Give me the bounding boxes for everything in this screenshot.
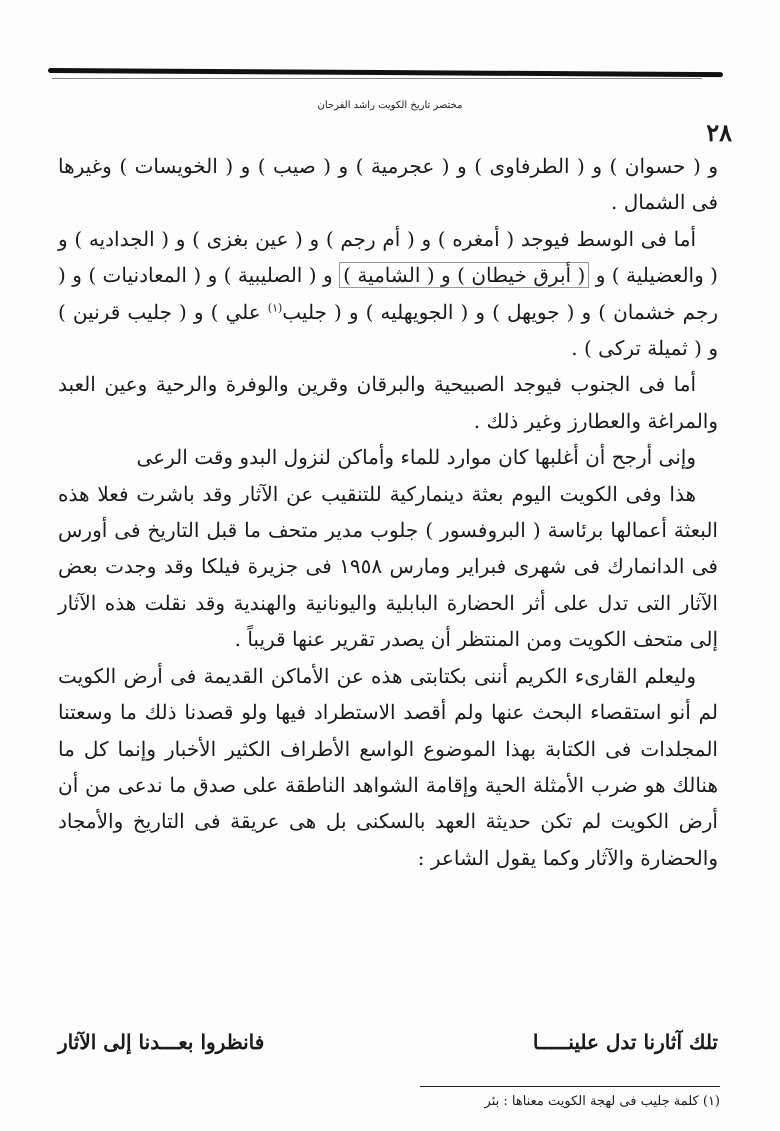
footnote-marker: (١) (267, 300, 283, 314)
body-text (58, 148, 718, 876)
page-number: ٢٨ (706, 118, 732, 147)
paragraph-middle (58, 221, 718, 367)
verse-second-hemistich: فانظروا بعـــدنا إلى الآثار (58, 1030, 265, 1054)
running-head: مختصر تاريخ الكويت راشد الفرحان (317, 100, 463, 111)
paragraph-danish-mission: هذا وفى الكويت اليوم بعثة دينماركية للتنقيب عن الآثار وقد باشرت فعلا هذه البعثة أعمالها برئاسة ( البروفسور ) جلوب مدير متحف ما قبل التاريخ فى أورس فى الدانمارك فى شهرى فبراير ومارس ١٩٥٨ فى جزيرة فيلكا وقد وجدت بعض الآثار التى تدل على أثر الحضارة البابلية واليونانية والهندية وقد نقلت هذه الآثار إلى متحف الكويت ومن المنتظر أن يصدر تقرير عنها قريباً . (58, 481, 718, 652)
paragraph-reader-note: وليعلم القارىء الكريم أننى بكتابتى هذه عن الأماكن القديمة فى أرض الكويت لم أنو استقصاء البحث عنها ولم أقصد الاستطراد فيها ولو قصدنا ذلك ما وسعتنا المجلدات فى الكتابة بهذا الموضوع الواسع الأطراف الكثير الأخبار وإنما كل ما هنالك هو ضرب الأمثلة الحية وإقامة الشواهد الناطقة على صدق ما ندعى من أن أرض الكويت لم تكن حديثة العهد بالسكنى بل هى عريقة فى التاريخ والأمجاد والحضارة والآثار وكما يقول الشاعر : (58, 663, 718, 870)
verse-first-hemistich: تلك آثارنا تدل علينـــــا (532, 1030, 718, 1054)
footnote: (١) كلمة جليب فى لهجة الكويت معناها : بئر (484, 1094, 720, 1109)
boxed-place-names: ( أبرق خيطان ) و ( الشامية ) (339, 262, 589, 288)
footnote-rule (420, 1086, 720, 1087)
paragraph-south: أما فى الجنوب فيوجد الصبيحية والبرقان وقرين والوفرة والرحية وعين العبد والمراغة والعطارز وغير ذلك . (58, 372, 718, 433)
header-rule-thin (52, 78, 702, 79)
header-rule (48, 68, 723, 77)
paragraph-middle-text: أما فى الوسط فيوجد ( أمغره ) و ( أم رجم ) و ( عين بغزى ) و ( الجداديه ) و ( والعضيلية ) و ( أبرق خيطان ) و ( الشامية ) و ( الصليبية ) و ( المعادنيات ) و ( رجم خشمان ) و ( جويهل ) و ( الجويهليه ) و ( جليب (58, 226, 719, 324)
paragraph-middle-end: علي ) و ( جليب قرنين ) و ( ثميلة تركى ) . (58, 299, 718, 361)
paragraph-north: و ( حسوان ) و ( الطرفاوى ) و ( عجرمية ) و ( صيب ) و ( الخويسات ) وغيرها فى الشمال . (58, 154, 718, 215)
poem-verse (58, 1030, 718, 1054)
paragraph-water-sources: وإنى أرجح أن أغلبها كان موارد للماء وأماكن لنزول البدو وقت الرعى (136, 445, 696, 470)
